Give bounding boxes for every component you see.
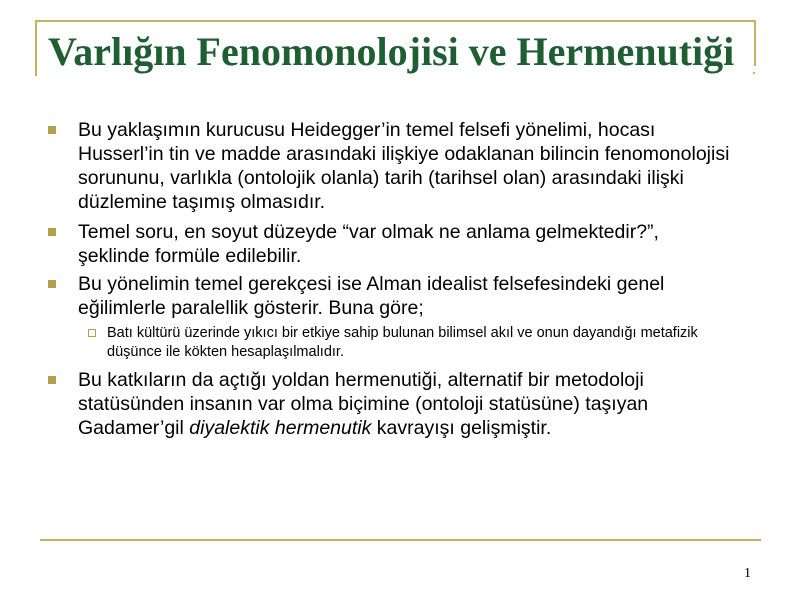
- bullet-line: düzlemine taşımış olmasıdır.: [78, 191, 326, 213]
- sub-bullet-marker: [88, 329, 96, 337]
- sub-bullet-item: [107, 324, 698, 362]
- italic-term: diyalektik hermenutik: [189, 417, 372, 439]
- bullet-line: şeklinde formüle edilebilir.: [78, 245, 302, 267]
- bullet-line: Bu yaklaşımın kurucusu Heidegger’in temel felsefi yönelimi, hocası: [78, 119, 656, 141]
- bullet-marker: [48, 126, 56, 134]
- bullet-marker: [48, 376, 56, 384]
- bullet-line: statüsünden insanın var olma biçimine (ontoloji statüsüne) taşıyan: [78, 393, 649, 415]
- bullet-marker: [48, 228, 56, 236]
- bullet-item: [78, 220, 659, 268]
- sub-bullet-line: düşünce ile kökten hesaplaşılmalıdır.: [107, 344, 344, 360]
- bullet-line: Temel soru, en soyut düzeyde “var olmak ne anlama gelmektedir?”,: [78, 221, 659, 243]
- bullet-line: Husserl’in tin ve madde arasındaki ilişkiye odaklanan bilincin fenomonolojisi: [78, 143, 730, 165]
- bullet-item: [78, 118, 729, 214]
- bullet-item: [78, 368, 648, 440]
- bullet-line: Bu yönelimin temel gerekçesi ise Alman idealist felsefesindeki genel: [78, 273, 665, 295]
- bullet-line: eğilimlerle paralellik gösterir. Buna göre;: [78, 297, 424, 319]
- line-segment: kavrayışı gelişmiştir.: [371, 417, 552, 439]
- page-number: 1: [744, 566, 751, 581]
- bullet-line-mixed: [78, 416, 648, 440]
- title-frame-dot: [753, 72, 755, 74]
- title-frame-top: [35, 20, 756, 22]
- bullet-marker: [48, 280, 56, 288]
- slide-title: Varlığın Fenomonolojisi ve Hermenutiği: [48, 29, 735, 74]
- title-frame-left: [35, 20, 37, 76]
- bullet-line: sorununu, varlıkla (ontolojik olanla) tarih (tarihsel olan) arasındaki ilişki: [78, 167, 684, 189]
- title-frame-right: [754, 20, 756, 66]
- line-segment: Gadamer’gil: [78, 417, 190, 439]
- footer-rule: [40, 539, 761, 541]
- bullet-item: [78, 272, 664, 320]
- sub-bullet-line: Batı kültürü üzerinde yıkıcı bir etkiye sahip bulunan bilimsel akıl ve onun dayandığı metafizik: [107, 325, 698, 341]
- bullet-line: Bu katkıların da açtığı yoldan hermenutiği, alternatif bir metodoloji: [78, 369, 644, 391]
